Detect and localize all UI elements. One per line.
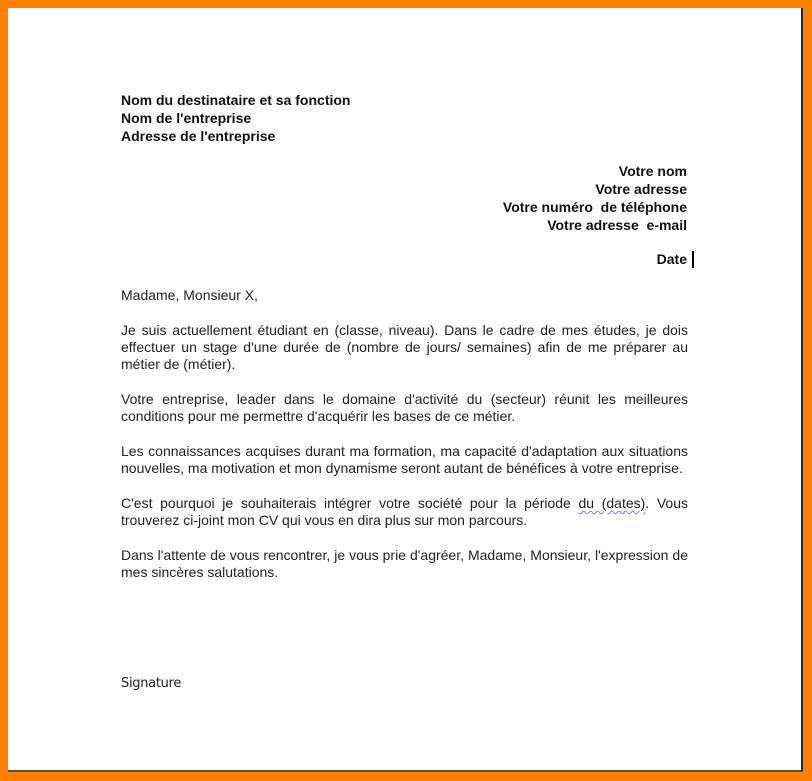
sender-block <box>387 162 687 234</box>
grammar-flagged-text[interactable]: du (dates) <box>578 495 646 511</box>
sender-name-line: Votre nom <box>618 163 687 179</box>
paragraph-intro: Je suis actuellement étudiant en (classe, niveau). Dans le cadre de mes études, je dois effectuer un stage d'une durée de (nombre de jours/ semaines) afin de me préparer au métier de (métier). <box>121 322 688 372</box>
paragraph-closing: Dans l'attente de vous rencontrer, je vous prie d'agréer, Madame, Monsieur, l'expression de mes sincères salutations. <box>121 547 688 580</box>
sender-phone-line: Votre numéro de téléphone <box>502 199 687 215</box>
letter-body <box>121 322 688 599</box>
recipient-address-line: Adresse de l'entreprise <box>121 128 276 144</box>
sender-email-line: Votre adresse e-mail <box>547 217 687 233</box>
recipient-company-line: Nom de l'entreprise <box>121 110 252 126</box>
request-text-before: C'est pourquoi je souhaiterais intégrer votre société pour la période <box>121 495 579 511</box>
document-page[interactable] <box>8 8 803 772</box>
date-line: Date <box>656 251 687 267</box>
signature: Signature <box>121 676 182 691</box>
text-cursor <box>692 251 694 268</box>
request-text-after: . Vous trouverez ci-joint mon CV qui vous en dira plus sur mon parcours. <box>121 495 688 528</box>
paragraph-skills: Les connaissances acquises durant ma formation, ma capacité d'adaptation aux situations nouvelles, ma motivation et mon dynamisme seront autant de bénéfices à votre entreprise. <box>121 443 688 476</box>
salutation: Madame, Monsieur X, <box>121 287 258 303</box>
recipient-block <box>121 91 350 145</box>
recipient-name-line: Nom du destinataire et sa fonction <box>121 92 351 108</box>
paragraph-company: Votre entreprise, leader dans le domaine d'activité du (secteur) réunit les meilleures conditions pour me permettre d'acquérir les bases de ce métier. <box>121 391 688 424</box>
sender-address-line: Votre adresse <box>595 181 687 197</box>
paragraph-request <box>121 495 688 529</box>
